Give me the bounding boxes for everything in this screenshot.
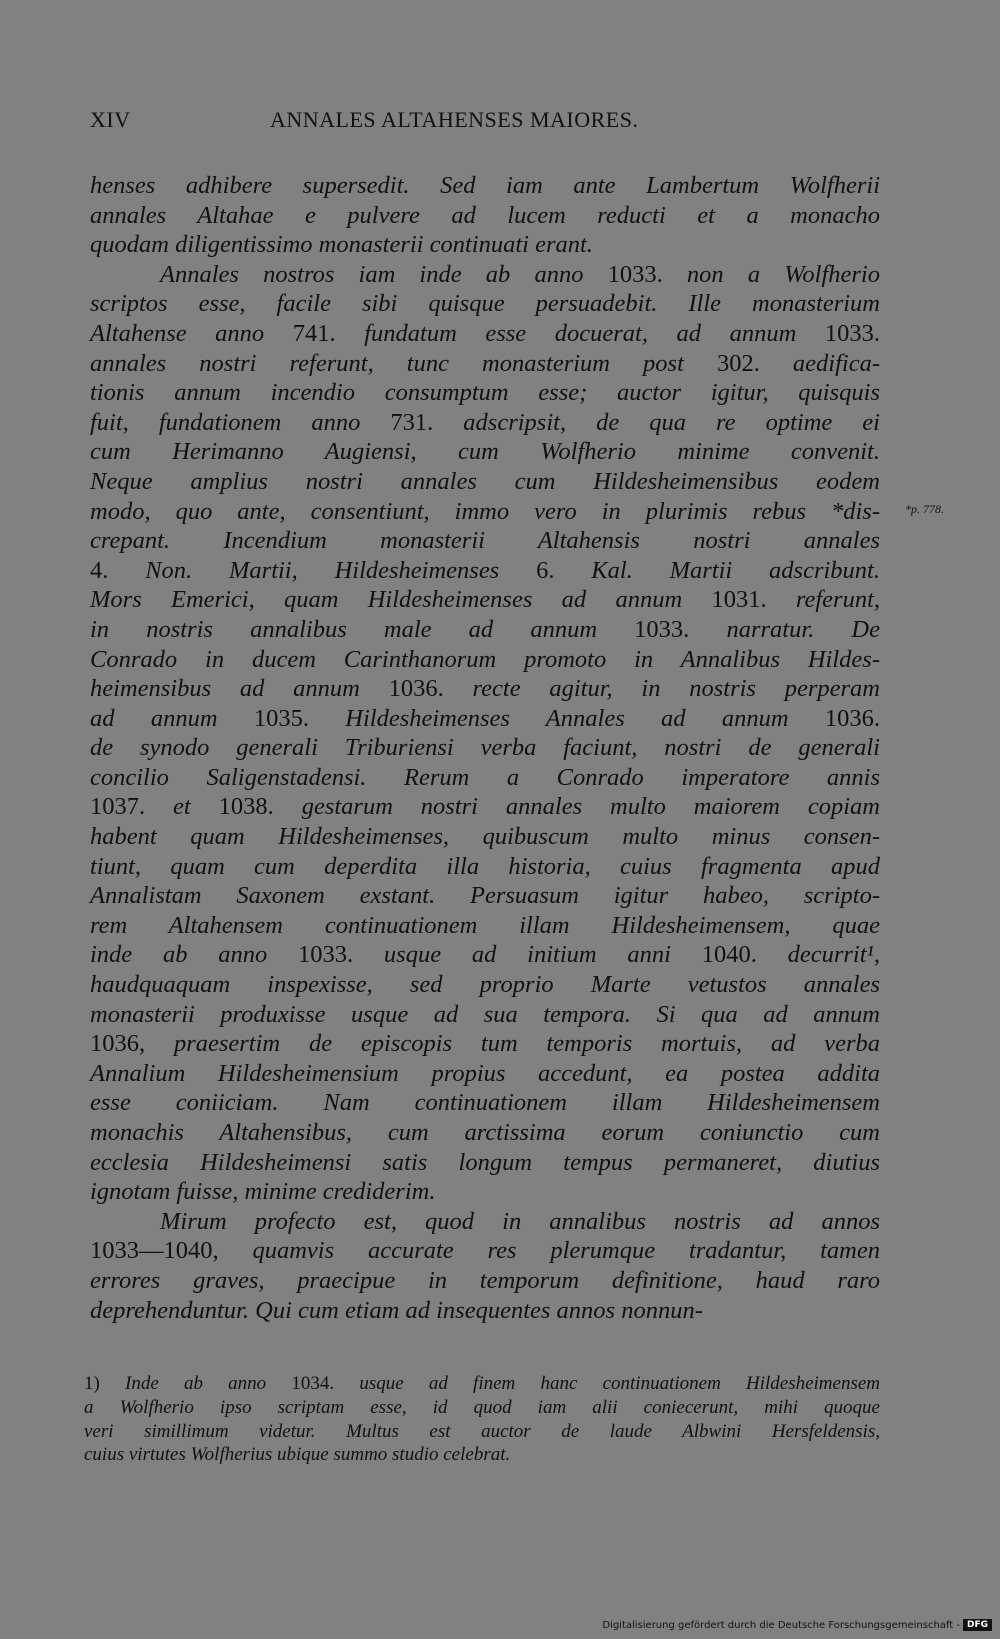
text-segment: referunt, xyxy=(766,586,880,614)
text-segment: usque ad finem hanc continuationem Hildesheimensem xyxy=(334,1373,881,1394)
text-line xyxy=(90,1088,880,1118)
text-segment: in nostris annalibus male ad annum xyxy=(90,615,635,643)
text-line xyxy=(90,349,880,379)
text-segment: 1033. xyxy=(634,615,690,643)
text-line xyxy=(90,526,880,556)
text-line xyxy=(90,408,880,438)
text-segment: Conrado in ducem Carinthanorum promoto in Annalibus Hildes- xyxy=(90,645,880,673)
text-line xyxy=(90,1148,880,1178)
text-segment: esse coniiciam. Nam continuationem illam Hildesheimensem xyxy=(90,1089,880,1117)
text-segment: 1) xyxy=(84,1373,126,1394)
text-segment: 1040. xyxy=(701,941,757,969)
text-segment: Kal. Martii adscribunt. xyxy=(554,556,880,584)
text-line xyxy=(90,1236,880,1266)
text-segment: recte agitur, in nostris perperam xyxy=(443,675,880,703)
text-segment: et xyxy=(145,793,219,821)
text-segment: 302. xyxy=(716,349,760,377)
funding-text: Digitalisierung gefördert durch die Deutsche Forschungsgemeinschaft - xyxy=(602,1619,960,1631)
text-segment: 741. xyxy=(292,319,336,347)
text-segment: cum Herimanno Augiensi, cum Wolfherio minime convenit. xyxy=(90,438,880,466)
text-segment: 1036, xyxy=(90,1030,146,1058)
running-title: ANNALES ALTAHENSES MAIORES. xyxy=(270,107,639,132)
text-line xyxy=(90,1177,880,1207)
text-segment: Annalistam Saxonem exstant. Persuasum igitur habeo, scripto- xyxy=(90,882,880,910)
text-segment: ad annum xyxy=(90,704,254,732)
text-segment: heimensibus ad annum xyxy=(90,675,389,703)
text-line xyxy=(90,911,880,941)
text-segment: quamvis accurate res plerumque tradantur, tamen xyxy=(218,1237,880,1265)
text-segment: aedifica- xyxy=(759,349,880,377)
text-line xyxy=(90,378,880,408)
text-segment: Annales nostros iam inde ab anno xyxy=(160,260,608,288)
text-line xyxy=(84,1420,880,1444)
text-segment: Mors Emerici, quam Hildesheimenses ad annum xyxy=(90,586,712,614)
text-line xyxy=(90,615,880,645)
text-line xyxy=(90,230,880,260)
text-segment: modo, quo ante, consentiunt, immo vero in plurimis rebus *dis- xyxy=(90,497,880,525)
text-segment: Non. Martii, Hildesheimenses xyxy=(108,556,537,584)
margin-page-reference: *p. 778. xyxy=(905,502,944,516)
text-segment: 1033. xyxy=(607,260,663,288)
text-segment: 1034. xyxy=(291,1373,335,1394)
text-segment: Altahense anno xyxy=(90,319,293,347)
text-segment: Mirum profecto est, quod in annalibus nostris ad annos xyxy=(160,1207,880,1235)
text-segment: Annalium Hildesheimensium propius accedunt, ea postea addita xyxy=(90,1059,880,1087)
text-segment: gestarum nostri annales multo maiorem copiam xyxy=(273,793,881,821)
text-segment: 1031. xyxy=(711,586,767,614)
text-segment: fundatum esse docuerat, ad annum xyxy=(335,319,825,347)
text-segment: non a Wolfherio xyxy=(662,260,880,288)
text-line xyxy=(90,1266,880,1296)
text-segment: crepant. Incendium monasterii Altahensis nostri annales xyxy=(90,527,880,555)
text-line xyxy=(90,467,880,497)
text-segment: narratur. De xyxy=(689,615,880,643)
text-segment: veri simillimum videtur. Multus est auctor de laude Albwini Hersfeldensis, xyxy=(84,1420,880,1442)
text-line xyxy=(90,1296,880,1326)
text-line xyxy=(90,822,880,852)
text-line xyxy=(90,585,880,615)
text-line xyxy=(90,1059,880,1089)
text-segment: Hildesheimenses Annales ad annum xyxy=(308,704,825,732)
text-segment: concilio Saligenstadensi. Rerum a Conrado imperatore annis xyxy=(90,763,880,791)
text-segment: 1038. xyxy=(218,793,274,821)
text-segment: adscripsit, de qua re optime ei xyxy=(433,408,880,436)
text-segment: quodam diligentissimo monasterii continuati erant. xyxy=(90,231,593,259)
text-segment: Inde ab anno xyxy=(125,1373,292,1394)
text-segment: deprehenduntur. Qui cum etiam ad insequentes annos nonnun- xyxy=(90,1296,703,1324)
text-line xyxy=(90,437,880,467)
text-line xyxy=(84,1396,880,1420)
page-header xyxy=(90,107,880,141)
text-line xyxy=(90,1029,880,1059)
text-segment: rem Altahensem continuationem illam Hildesheimensem, quae xyxy=(90,911,880,939)
text-segment: 1037. xyxy=(90,793,146,821)
text-line xyxy=(90,319,880,349)
dfg-logo: DFG xyxy=(963,1619,992,1631)
text-segment: monachis Altahensibus, cum arctissima eorum coniunctio cum xyxy=(90,1119,880,1146)
text-line xyxy=(90,201,880,231)
text-segment: fuit, fundationem anno xyxy=(90,408,391,436)
text-line xyxy=(90,704,880,734)
text-line xyxy=(90,881,880,911)
body-text xyxy=(90,171,880,1325)
text-segment: inde ab anno xyxy=(90,941,299,969)
text-segment: annales Altahae e pulvere ad lucem reducti et a monacho xyxy=(90,201,880,229)
text-line xyxy=(90,171,880,201)
text-segment: usque ad initium anni xyxy=(353,941,702,969)
text-line xyxy=(90,733,880,763)
text-segment: Neque amplius nostri annales cum Hildesheimensibus eodem xyxy=(90,467,880,495)
text-segment: annales nostri referunt, tunc monasterium post xyxy=(90,349,717,377)
text-segment: 4. xyxy=(90,556,109,584)
text-segment: a Wolfherio ipso scriptam esse, id quod iam alii coniecerunt, mihi quoque xyxy=(84,1396,880,1418)
text-segment: ecclesia Hildesheimensi satis longum tempus permaneret, diutius xyxy=(90,1148,880,1176)
text-line xyxy=(90,852,880,882)
text-line xyxy=(90,497,880,527)
text-segment: ignotam fuisse, minime crediderim. xyxy=(90,1178,436,1206)
text-segment: 1033. xyxy=(824,319,880,347)
text-segment: errores graves, praecipue in temporum definitione, haud raro xyxy=(90,1266,880,1294)
text-segment: 6. xyxy=(536,556,555,584)
text-line xyxy=(90,674,880,704)
text-segment: tiunt, quam cum deperdita illa historia, cuius fragmenta apud xyxy=(90,852,880,880)
funding-footer xyxy=(602,1619,992,1631)
text-segment: henses adhibere supersedit. Sed iam ante Lambertum Wolfherii xyxy=(90,172,880,199)
text-line xyxy=(90,1207,880,1237)
text-line xyxy=(90,763,880,793)
text-line xyxy=(84,1443,880,1467)
page-number: XIV xyxy=(90,107,131,132)
text-line xyxy=(90,260,880,290)
text-line xyxy=(90,1118,880,1148)
text-segment: de synodo generali Triburiensi verba faciunt, nostri de generali xyxy=(90,734,880,762)
footnotes xyxy=(84,1372,880,1467)
text-segment: tionis annum incendio consumptum esse; auctor igitur, quisquis xyxy=(90,379,880,407)
text-line xyxy=(90,970,880,1000)
text-segment: haudquaquam inspexisse, sed proprio Marte vetustos annales xyxy=(90,971,880,999)
text-line xyxy=(90,289,880,319)
text-segment: 1033. xyxy=(298,941,354,969)
text-segment: 731. xyxy=(390,408,434,436)
text-line xyxy=(90,1000,880,1030)
text-segment: scriptos esse, facile sibi quisque persuadebit. Ille monasterium xyxy=(90,290,880,318)
text-line xyxy=(90,792,880,822)
text-segment: habent quam Hildesheimenses, quibuscum multo minus consen- xyxy=(90,823,880,851)
text-segment: 1033—1040, xyxy=(90,1237,219,1265)
text-line xyxy=(90,940,880,970)
text-segment: 1035. xyxy=(253,704,309,732)
text-line xyxy=(84,1372,880,1396)
text-segment: praesertim de episcopis tum temporis mortuis, ad verba xyxy=(145,1030,880,1058)
text-segment: 1036. xyxy=(824,704,880,732)
text-segment: decurrit¹, xyxy=(756,941,881,969)
text-segment: monasterii produxisse usque ad sua tempora. Si qua ad annum xyxy=(90,1000,880,1028)
text-segment: 1036. xyxy=(388,675,444,703)
text-segment: cuius virtutes Wolfherius ubique summo studio celebrat. xyxy=(84,1444,511,1466)
text-line xyxy=(90,645,880,675)
text-line xyxy=(90,556,880,586)
